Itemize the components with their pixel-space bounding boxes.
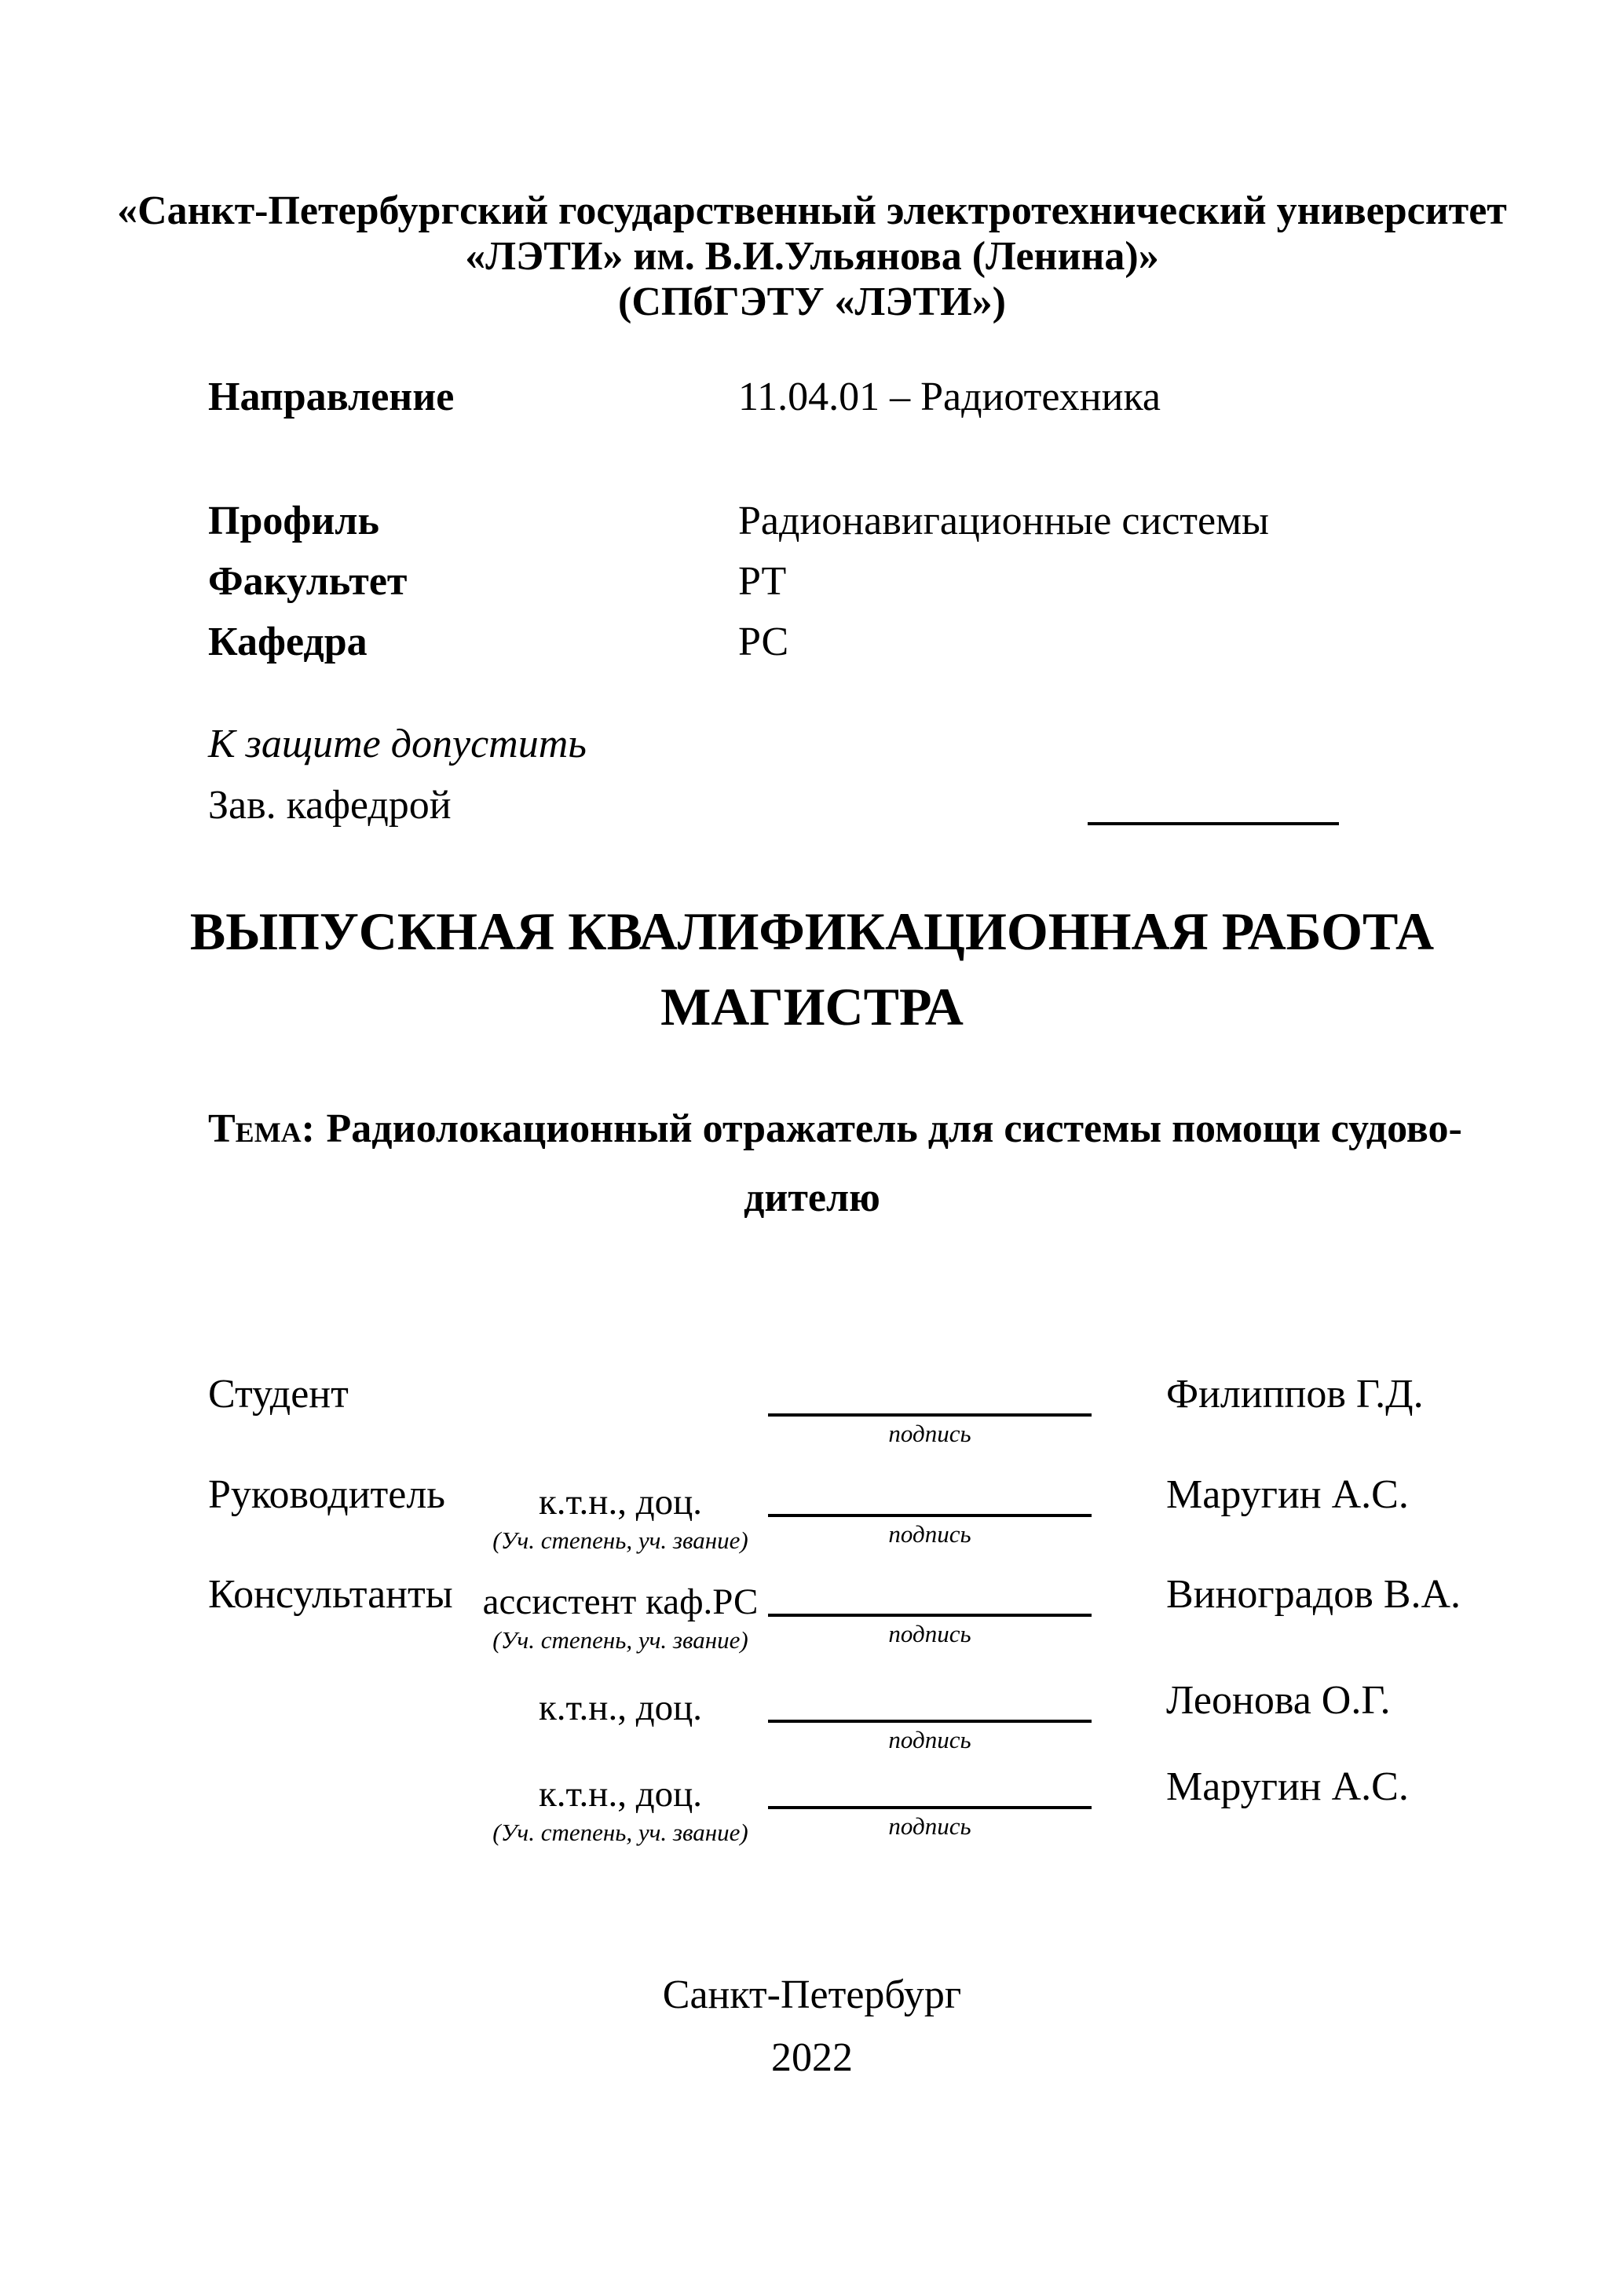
- signature-caption: подпись: [888, 1726, 971, 1753]
- university-name-line1: «Санкт-Петербургский государственный электротехнический университет: [117, 188, 1507, 233]
- signature-row-consultant-1: [0, 1574, 1624, 1676]
- signature-name: Леонова О.Г.: [1166, 1678, 1391, 1723]
- signature-degree-note: (Уч. степень, уч. звание): [492, 1626, 748, 1654]
- signature-degree-text: к.т.н., доц.: [538, 1774, 703, 1815]
- signature-row-supervisor: [0, 1472, 1624, 1577]
- work-title-line2: МАГИСТРА: [660, 977, 964, 1036]
- university-abbreviation: (СПбГЭТУ «ЛЭТИ»): [618, 280, 1006, 324]
- signature-degree-text: к.т.н., доц.: [538, 1482, 703, 1523]
- signature-caption: подпись: [888, 1620, 971, 1647]
- signature-degree-note: (Уч. степень, уч. звание): [492, 1819, 748, 1846]
- theme-text-line1: Радиолокационный отражатель для системы помощи судово-: [326, 1106, 1462, 1151]
- direction-label: Направление: [208, 375, 455, 419]
- footer-city: Санкт-Петербург: [662, 1972, 962, 2017]
- department-head-label: Зав. кафедрой: [208, 783, 452, 828]
- profile-label: Профиль: [208, 499, 379, 543]
- signature-line: [768, 1680, 1092, 1723]
- faculty-label: Факультет: [208, 559, 408, 604]
- signature-line: [768, 1574, 1092, 1617]
- faculty-value: РТ: [738, 559, 787, 604]
- signature-name: Маругин А.С.: [1166, 1472, 1409, 1517]
- signature-degree: [455, 1776, 785, 1844]
- department-value: РС: [738, 620, 789, 664]
- footer-year: 2022: [771, 2035, 853, 2080]
- theme-text-line2: дителю: [744, 1175, 880, 1220]
- signature-degree-text: ассистент каф.РС: [482, 1581, 759, 1622]
- signature-row-student: [0, 1374, 1624, 1476]
- signature-line: [768, 1767, 1092, 1809]
- signature-degree-text: к.т.н., доц.: [538, 1687, 703, 1728]
- signature-caption: подпись: [888, 1420, 971, 1447]
- signature-name: Виноградов В.А.: [1166, 1572, 1461, 1617]
- profile-value: Радионавигационные системы: [738, 499, 1269, 543]
- direction-value: 11.04.01 – Радиотехника: [738, 375, 1161, 419]
- signature-row-consultant-3: [0, 1764, 1624, 1869]
- signature-role: Студент: [208, 1372, 349, 1417]
- signature-caption: подпись: [888, 1812, 971, 1840]
- signature-degree-note: (Уч. степень, уч. звание): [492, 1526, 748, 1554]
- signature-role: Руководитель: [208, 1472, 445, 1517]
- signature-area: [768, 1680, 1092, 1752]
- theme-label: Тема:: [208, 1106, 315, 1151]
- signature-line: [768, 1374, 1092, 1417]
- signature-degree: [455, 1484, 785, 1552]
- work-title-line1: ВЫПУСКНАЯ КВАЛИФИКАЦИОННАЯ РАБОТА: [189, 901, 1435, 961]
- signature-area: [768, 1767, 1092, 1838]
- signature-role: Консультанты: [208, 1572, 453, 1617]
- signature-degree: [455, 1384, 785, 1391]
- signature-degree: [455, 1581, 785, 1654]
- university-name-line2: «ЛЭТИ» им. В.И.Ульянова (Ленина)»: [465, 234, 1159, 279]
- signature-name: Филиппов Г.Д.: [1166, 1372, 1424, 1417]
- admission-note: К защите допустить: [208, 722, 587, 766]
- department-head-signature-line: [1088, 788, 1339, 825]
- signature-area: [768, 1574, 1092, 1646]
- signature-caption: подпись: [888, 1520, 971, 1548]
- theme-line1: [208, 1106, 1462, 1151]
- signature-degree: [455, 1687, 785, 1734]
- signature-name: Маругин А.С.: [1166, 1764, 1409, 1809]
- signature-area: [768, 1374, 1092, 1446]
- signature-line: [768, 1475, 1092, 1517]
- signature-area: [768, 1475, 1092, 1546]
- department-label: Кафедра: [208, 620, 368, 664]
- university-header: [0, 188, 1624, 325]
